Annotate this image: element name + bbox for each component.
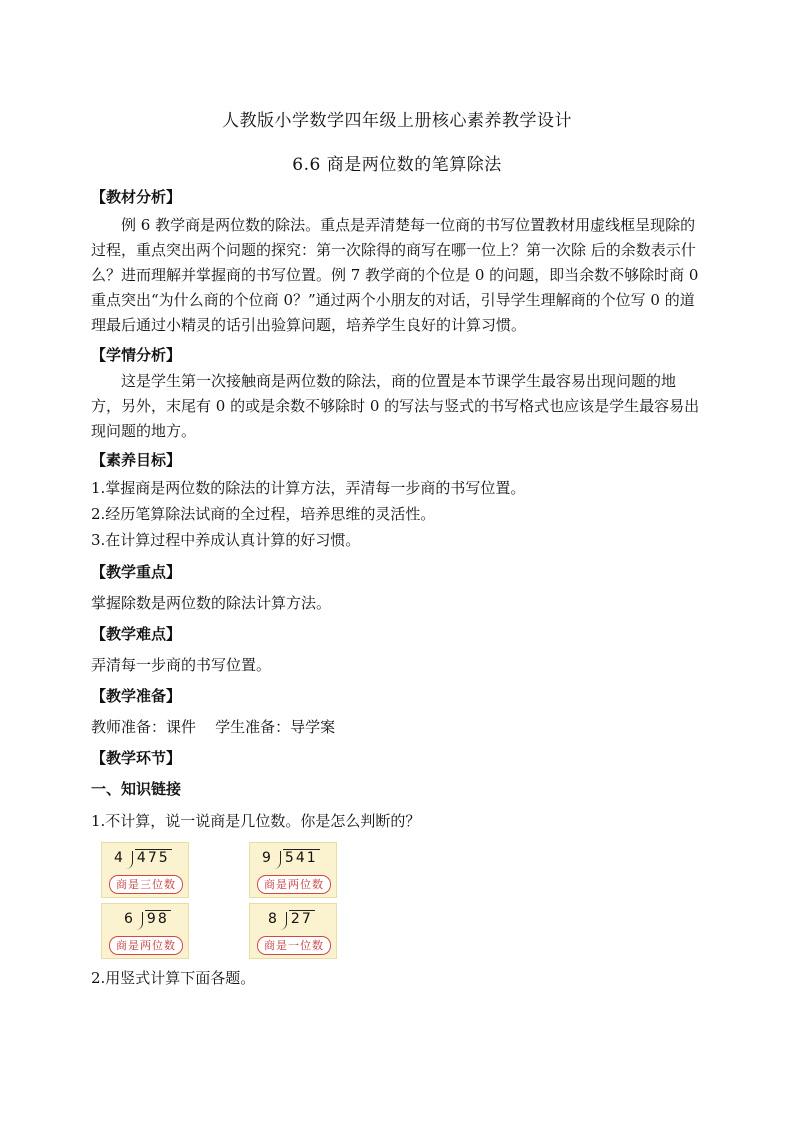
dividend: 475 (136, 850, 170, 866)
division-expression (262, 849, 320, 869)
student-analysis-text: 这是学生第一次接触商是两位数的除法，商的位置是本节课学生最容易出现问题的地 方，另外，末尾有 0 的或是余数不够除时 0 的写法与竖式的书写格式也应该是学生最容易出现问题的地方。 (91, 372, 700, 440)
objective-item: 3.在计算过程中养成认真计算的好习惯。 (91, 531, 361, 549)
question-1: 1.不计算，说一说商是几位数。你是怎么判断的？ (91, 812, 421, 830)
division-bracket (280, 912, 287, 930)
divisor: 4 (114, 850, 125, 866)
division-bracket (274, 851, 281, 869)
dividend: 541 (284, 850, 318, 866)
objective-item: 2.经历笔算除法试商的全过程，培养思维的灵活性。 (91, 505, 436, 523)
division-card (101, 842, 189, 898)
question-2: 2.用竖式计算下面各题。 (91, 969, 256, 987)
difficulty-text: 弄清每一步商的书写位置。 (91, 656, 272, 674)
divisor: 8 (268, 911, 279, 927)
objective-item: 1.掌握商是两位数的除法的计算方法，弄清每一步商的书写位置。 (91, 479, 526, 497)
division-card (101, 903, 189, 959)
division-card (249, 903, 337, 959)
division-card (249, 842, 337, 898)
division-expression (124, 910, 171, 930)
key-point-text: 掌握除数是两位数的除法计算方法。 (91, 594, 332, 612)
divisor: 6 (124, 911, 135, 927)
quotient-digits-label: 商是一位数 (257, 936, 331, 955)
section-heading-objectives: 【素养目标】 (91, 451, 182, 469)
document-title: 人教版小学数学四年级上册核心素养教学设计 (222, 111, 572, 131)
division-bracket (136, 912, 143, 930)
section-heading-textbook-analysis: 【教材分析】 (91, 188, 182, 206)
division-expression (268, 910, 315, 930)
dividend: 98 (146, 911, 169, 927)
lesson-title: 6.6 商是两位数的笔算除法 (292, 155, 502, 175)
quotient-digits-label: 商是两位数 (257, 875, 331, 894)
textbook-analysis-text: 例 6 教学商是两位数的除法。重点是弄清楚每一位商的书写位置教材用虚线框呈现除的过程，重点突出两个问题的探究：第一次除得的商写在哪一位上？第一次除 后的余数表示什么？进而理解并掌握商的书写位置。例 7 教学商的个位是 0 的问题，即当余数不够除时商 0 重点突出“为什么商的个位商 0？”通过两个小朋友的对话，引导学生理解商的个位写 0 的道理最后通过小精灵的话引出验算问题，培养学生良好的计算习惯。 (91, 216, 699, 334)
quotient-digits-label: 商是两位数 (109, 936, 183, 955)
quotient-digits-label: 商是三位数 (109, 875, 183, 894)
section-heading-preparation: 【教学准备】 (91, 687, 182, 705)
divisor: 9 (262, 850, 273, 866)
dividend: 27 (290, 911, 313, 927)
section-heading-difficulty: 【教学难点】 (91, 625, 182, 643)
section-heading-teaching-steps: 【教学环节】 (91, 749, 182, 767)
section-heading-student-analysis: 【学情分析】 (91, 346, 182, 364)
preparation-text: 教师准备：课件 学生准备：导学案 (91, 718, 336, 736)
division-expression (114, 849, 172, 869)
division-bracket (126, 851, 133, 869)
section-heading-key-point: 【教学重点】 (91, 563, 182, 581)
part-heading-knowledge-link: 一、知识链接 (91, 780, 182, 798)
